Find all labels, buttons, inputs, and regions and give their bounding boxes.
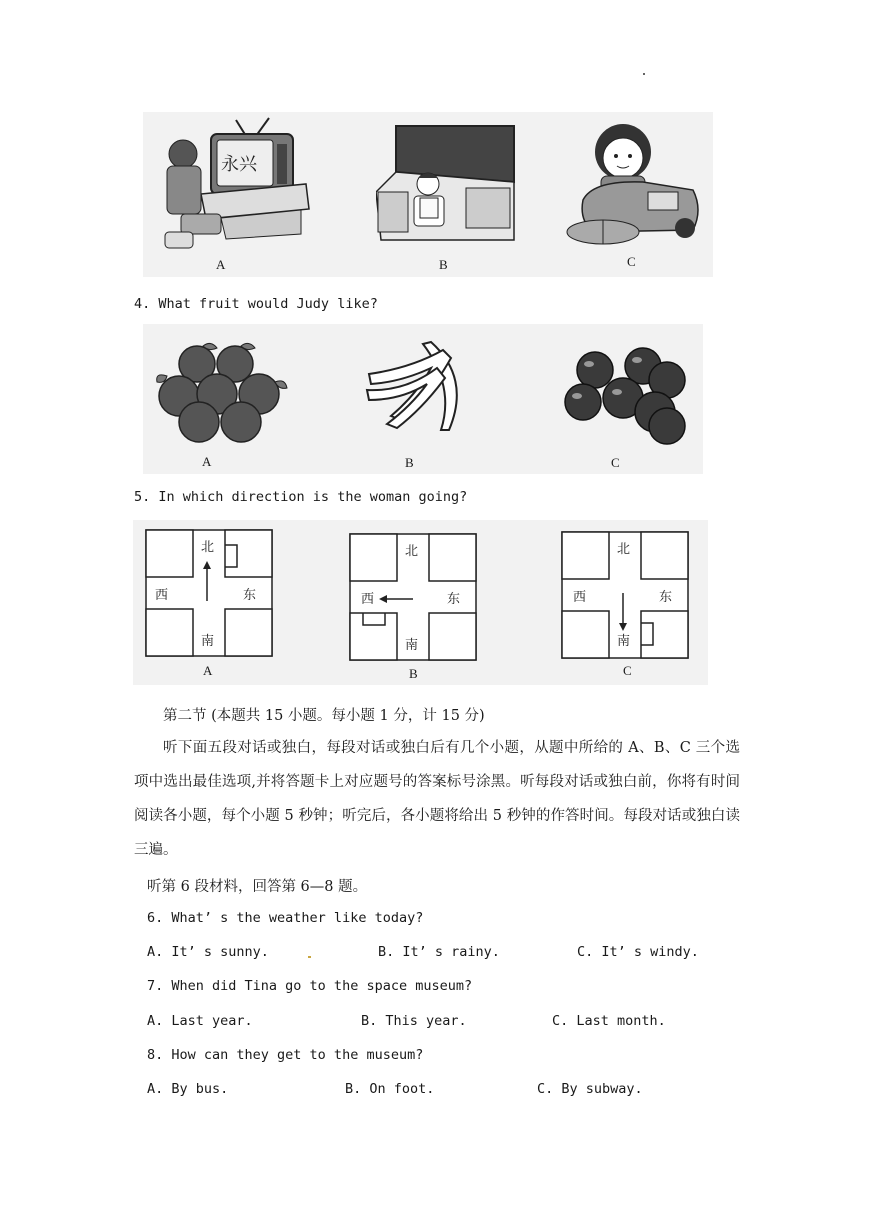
material-intro: 听第 6 段材料，回答第 6—8 题。 <box>147 879 368 895</box>
q6-option-b[interactable]: B. It’ s rainy. <box>378 944 500 960</box>
q5-choice-label-c: C <box>623 663 632 678</box>
q6-option-c[interactable]: C. It’ s windy. <box>577 944 699 960</box>
q5-choice-label-a: A <box>203 663 213 678</box>
map-a-north: 北 <box>201 540 215 555</box>
q7-option-b[interactable]: B. This year. <box>361 1013 467 1029</box>
q5-choice-label-b: B <box>409 666 418 681</box>
map-c-north: 北 <box>617 542 631 557</box>
q5-map-b <box>349 533 479 663</box>
q3-figure-panel <box>143 112 713 277</box>
stray-mark <box>308 956 311 958</box>
map-b-north: 北 <box>405 544 419 559</box>
q8-option-b[interactable]: B. On foot. <box>345 1081 435 1097</box>
q7-option-a[interactable]: A. Last year. <box>147 1013 253 1029</box>
q7-stem: 7. When did Tina go to the space museum? <box>147 978 473 994</box>
q3-choice-label-a: A <box>216 257 226 272</box>
map-b-east: 东 <box>447 592 461 607</box>
q8-option-c[interactable]: C. By subway. <box>537 1081 643 1097</box>
section2-heading: 第二节 (本题共 15 小题。每小题 1 分，计 15 分) <box>163 708 485 724</box>
map-b-south: 南 <box>405 638 419 653</box>
map-a-south: 南 <box>201 634 215 649</box>
map-b-west: 西 <box>361 592 375 607</box>
map-a-west: 西 <box>155 588 169 603</box>
section2-instructions: 听下面五段对话或独白，每段对话或独白后有几个小题，从题中所给的 A、B、C 三个选项中选出最佳选项,并将答题卡上对应题号的答案标号涂黑。听每段对话或独白前，你将有时间阅读各小题，每个小题 5 秒钟；听完后，各小题将给出 5 秒钟的作答时间。每段对话或独白读三遍。 <box>134 740 740 858</box>
map-a-east: 东 <box>243 588 257 603</box>
map-c-south: 南 <box>617 634 631 649</box>
map-c-east: 东 <box>659 590 673 605</box>
q4-image-apples <box>155 342 295 444</box>
q8-stem: 8. How can they get to the museum? <box>147 1047 424 1063</box>
q3-choice-label-c: C <box>627 254 636 269</box>
q3-choice-label-b: B <box>439 257 448 272</box>
q4-choice-label-b: B <box>405 455 414 470</box>
q4-choice-label-c: C <box>611 455 620 470</box>
q7-option-c[interactable]: C. Last month. <box>552 1013 666 1029</box>
q4-question: 4. What fruit would Judy like? <box>134 296 378 312</box>
q4-figure-panel <box>143 324 703 474</box>
q6-option-a[interactable]: A. It’ s sunny. <box>147 944 269 960</box>
q8-option-a[interactable]: A. By bus. <box>147 1081 229 1097</box>
q5-map-c <box>561 531 691 661</box>
svg-text:永兴: 永兴 <box>221 154 257 175</box>
q3-image-girl-with-toy-car <box>563 120 713 250</box>
q4-image-bananas <box>361 338 471 438</box>
q3-image-boy-watching-tv <box>161 114 311 254</box>
q3-image-boy-reading-on-bus <box>376 122 516 247</box>
q5-question: 5. In which direction is the woman going? <box>134 489 468 505</box>
q5-map-a <box>145 529 275 659</box>
q4-choice-label-a: A <box>202 454 212 469</box>
page-speck <box>643 73 645 75</box>
map-c-west: 西 <box>573 590 587 605</box>
q5-figure-panel <box>133 520 708 685</box>
q4-image-red-apples <box>563 346 693 446</box>
q6-stem: 6. What’ s the weather like today? <box>147 910 424 926</box>
